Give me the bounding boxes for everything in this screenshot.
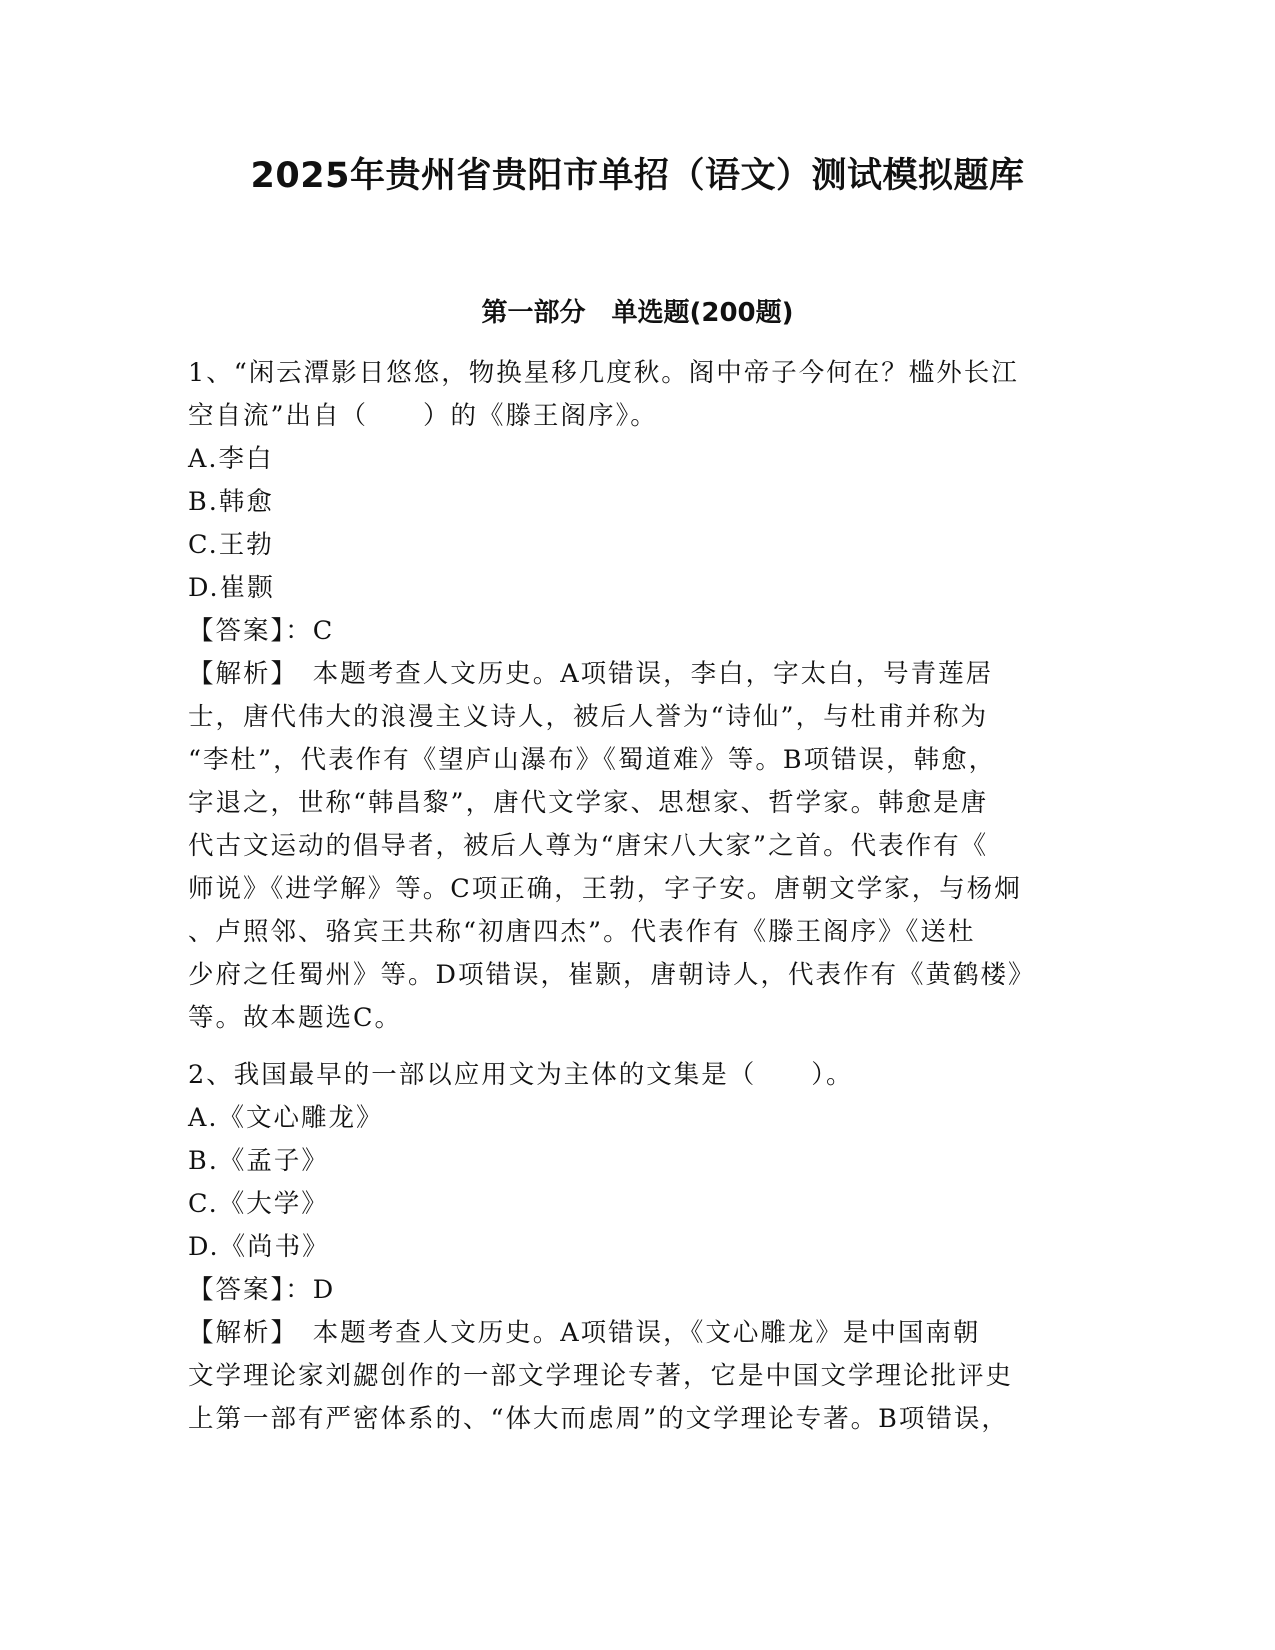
- question-list: [188, 352, 1088, 1441]
- analysis-line: 字退之，世称“韩昌黎”，唐代文学家、思想家、哲学家。韩愈是唐: [188, 788, 989, 818]
- question-stem-line: 1、“闲云潭影日悠悠，物换星移几度秋。阁中帝子今何在？槛外长江: [188, 358, 1019, 388]
- option-d: D.崔颢: [188, 573, 275, 603]
- question-stem-line: 空自流”出自（ ）的《滕王阁序》。: [188, 401, 658, 431]
- option-a: A.李白: [188, 444, 274, 474]
- answer-line: 【答案】：C: [188, 616, 335, 646]
- analysis-line: 等。故本题选C。: [188, 1003, 403, 1033]
- option-d: D.《尚书》: [188, 1232, 330, 1262]
- analysis-line: 士，唐代伟大的浪漫主义诗人，被后人誉为“诗仙”，与杜甫并称为: [188, 702, 989, 732]
- analysis-line: “李杜”，代表作有《望庐山瀑布》《蜀道难》等。B项错误，韩愈，: [188, 745, 997, 775]
- analysis-line: 文学理论家刘勰创作的一部文学理论专著，它是中国文学理论批评史: [188, 1361, 1014, 1391]
- section-heading: 第一部分 单选题(200题): [481, 298, 794, 328]
- question-1: [188, 352, 1088, 1040]
- option-a: A.《文心雕龙》: [188, 1103, 384, 1133]
- option-b: B.《孟子》: [188, 1146, 329, 1176]
- question-stem-line: 2、我国最早的一部以应用文为主体的文集是（ ）。: [188, 1060, 854, 1090]
- question-spacer: [188, 1040, 1088, 1054]
- analysis-line: 、卢照邻、骆宾王共称“初唐四杰”。代表作有《滕王阁序》《送杜: [188, 917, 976, 947]
- analysis-line: 师说》《进学解》等。C项正确，王勃，字子安。唐朝文学家，与杨炯: [188, 874, 1022, 904]
- option-c: C.王勃: [188, 530, 274, 560]
- analysis-line: 少府之任蜀州》等。D项错误，崔颢，唐朝诗人，代表作有《黄鹤楼》: [188, 960, 1036, 990]
- question-2: [188, 1054, 1088, 1441]
- answer-line: 【答案】：D: [188, 1275, 336, 1305]
- document-title: 2025年贵州省贵阳市单招（语文）测试模拟题库: [250, 156, 1025, 196]
- analysis-line: 上第一部有严密体系的、“体大而虑周”的文学理论专著。B项错误，: [188, 1404, 1009, 1434]
- option-b: B.韩愈: [188, 487, 274, 517]
- analysis-line: 【解析】 本题考查人文历史。A项错误，《文心雕龙》是中国南朝: [188, 1318, 981, 1348]
- analysis-line: 【解析】 本题考查人文历史。A项错误，李白，字太白，号青莲居: [188, 659, 994, 689]
- option-c: C.《大学》: [188, 1189, 329, 1219]
- analysis-line: 代古文运动的倡导者，被后人尊为“唐宋八大家”之首。代表作有《: [188, 831, 989, 861]
